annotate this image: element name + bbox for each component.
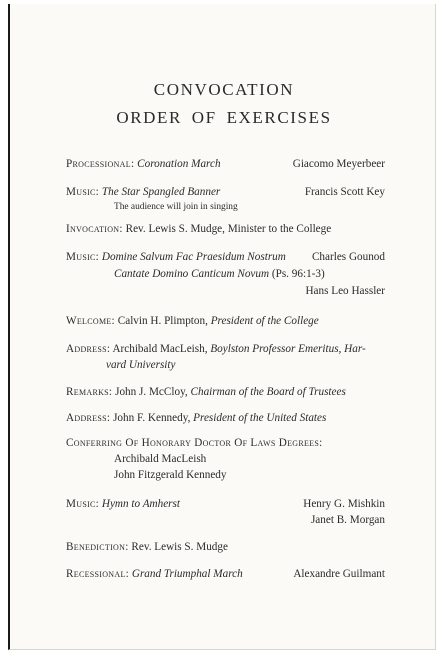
conferring-recipient-1: Archibald MacLeish	[114, 453, 207, 465]
processional-composer: Giacomo Meyerbeer	[292, 158, 385, 170]
program-page	[8, 4, 436, 650]
remarks-title: Chairman of the Board of Trustees	[190, 386, 346, 398]
music3-composer2: Janet B. Morgan	[310, 514, 385, 526]
music2-line2	[114, 267, 325, 281]
welcome-name: Calvin H. Plimpton,	[117, 315, 208, 327]
address2-name: John F. Kennedy,	[113, 412, 191, 424]
program-subtitle: ORDER OF EXERCISES	[116, 108, 332, 127]
conferring-recipient-2: John Fitzgerald Kennedy	[114, 469, 227, 481]
program-title: CONVOCATION	[153, 80, 295, 99]
music1-composer: Francis Scott Key	[304, 186, 385, 198]
welcome-title: President of the College	[210, 315, 319, 327]
benediction-text: Rev. Lewis S. Mudge	[131, 541, 228, 553]
benediction-item	[66, 540, 228, 554]
address1-name: Archibald MacLeish,	[112, 343, 208, 355]
music2-composer1: Charles Gounod	[311, 251, 385, 263]
music3-item	[66, 497, 180, 511]
address1-label: Address:	[66, 343, 111, 355]
address1-title2: vard University	[106, 359, 176, 371]
music1-piece: The Star Spangled Banner	[101, 186, 221, 198]
invocation-item	[66, 222, 331, 236]
music3-composer1: Henry G. Mishkin	[303, 498, 385, 510]
address1-item	[66, 342, 366, 356]
music2-piece1: Domine Salvum Fac Praesidum Nostrum	[101, 251, 286, 263]
music2-ref: (Ps. 96:1-3)	[271, 268, 325, 280]
music3-piece: Hymn to Amherst	[101, 498, 180, 510]
music1-label: Music:	[66, 186, 100, 198]
address2-title: President of the United States	[193, 412, 327, 424]
address2-item	[66, 411, 326, 425]
music3-label: Music:	[66, 498, 100, 510]
music2-composer2: Hans Leo Hassler	[305, 285, 385, 297]
remarks-label: Remarks:	[66, 386, 113, 398]
benediction-label: Benediction:	[66, 541, 129, 553]
recessional-label: Recessional:	[66, 568, 130, 580]
invocation-label: Invocation:	[66, 223, 123, 235]
remarks-item	[66, 385, 346, 399]
music1-item	[66, 185, 220, 199]
conferring-label: Conferring Of Honorary Doctor Of Laws Degrees:	[66, 437, 323, 449]
processional-item	[66, 157, 221, 171]
address2-label: Address:	[66, 412, 111, 424]
welcome-item	[66, 314, 319, 328]
music2-item	[66, 250, 286, 264]
recessional-composer: Alexandre Guilmant	[293, 568, 385, 580]
remarks-name: John J. McCloy,	[115, 386, 188, 398]
recessional-piece: Grand Triumphal March	[131, 568, 243, 580]
invocation-text: Rev. Lewis S. Mudge, Minister to the College	[125, 223, 332, 235]
address1-title1: Boylston Professor Emeritus, Har-	[210, 343, 366, 355]
welcome-label: Welcome:	[66, 315, 115, 327]
processional-piece: Coronation March	[137, 158, 221, 170]
music2-piece2: Cantate Domino Canticum Novum	[114, 268, 270, 280]
processional-label: Processional:	[66, 158, 135, 170]
recessional-item	[66, 567, 243, 581]
music2-label: Music:	[66, 251, 100, 263]
music1-note: The audience will join in singing	[114, 202, 238, 212]
